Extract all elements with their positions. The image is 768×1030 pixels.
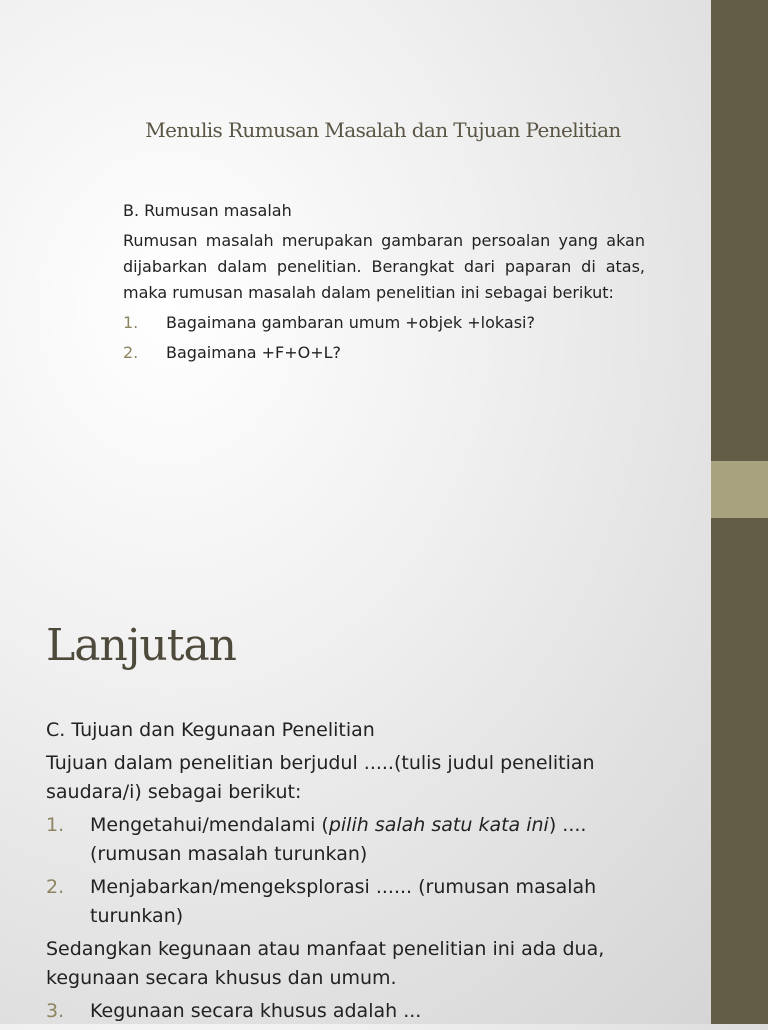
list-text xyxy=(90,811,646,869)
slide1-body xyxy=(123,198,645,370)
list-number: 2. xyxy=(123,343,139,362)
slide1-paragraph: Rumusan masalah merupakan gambaran persoalan yang akan dijabarkan dalam penelitian. Berangkat dari paparan di atas, maka rumusan masalah dalam penelitian ini sebagai berikut: xyxy=(123,231,645,302)
slide1-list xyxy=(123,310,645,366)
list-item xyxy=(123,310,645,336)
list-item xyxy=(123,340,645,366)
list-item xyxy=(46,997,646,1026)
slide1-title: Menulis Rumusan Masalah dan Tujuan Penelitian xyxy=(145,118,621,142)
slide2-paragraph-2: Sedangkan kegunaan atau manfaat penelitian ini ada dua, kegunaan secara khusus dan umum. xyxy=(46,938,605,989)
list-number: 1. xyxy=(123,313,139,332)
slide2-title: Lanjutan xyxy=(46,620,237,671)
slide2-heading: C. Tujuan dan Kegunaan Penelitian xyxy=(46,719,375,741)
slide2-list xyxy=(46,811,646,931)
list-item xyxy=(46,811,646,869)
list-text: Bagaimana +F+O+L? xyxy=(166,343,342,362)
list-text: Menjabarkan/mengeksplorasi ...... (rumusan masalah turunkan) xyxy=(90,876,597,927)
list-text-post: ) .... (rumusan masalah turunkan) xyxy=(90,814,587,865)
slide2-body xyxy=(46,716,646,1030)
list-item xyxy=(46,873,646,931)
list-number: 1. xyxy=(46,814,65,836)
list-number: 2. xyxy=(46,876,65,898)
list-text-italic: pilih salah satu kata ini xyxy=(328,814,549,836)
slide2-list-2 xyxy=(46,997,646,1026)
list-text: Kegunaan secara khusus adalah ... xyxy=(90,1000,422,1022)
slide2-paragraph: Tujuan dalam penelitian berjudul .....(tulis judul penelitian saudara/i) sebagai berikut: xyxy=(46,752,595,803)
list-text-pre: Mengetahui/mendalami ( xyxy=(90,814,329,836)
sidebar-accent-block xyxy=(711,461,768,518)
slide1-heading: B. Rumusan masalah xyxy=(123,201,292,220)
list-number: 3. xyxy=(46,1000,65,1022)
list-text: Bagaimana gambaran umum +objek +lokasi? xyxy=(166,313,535,332)
